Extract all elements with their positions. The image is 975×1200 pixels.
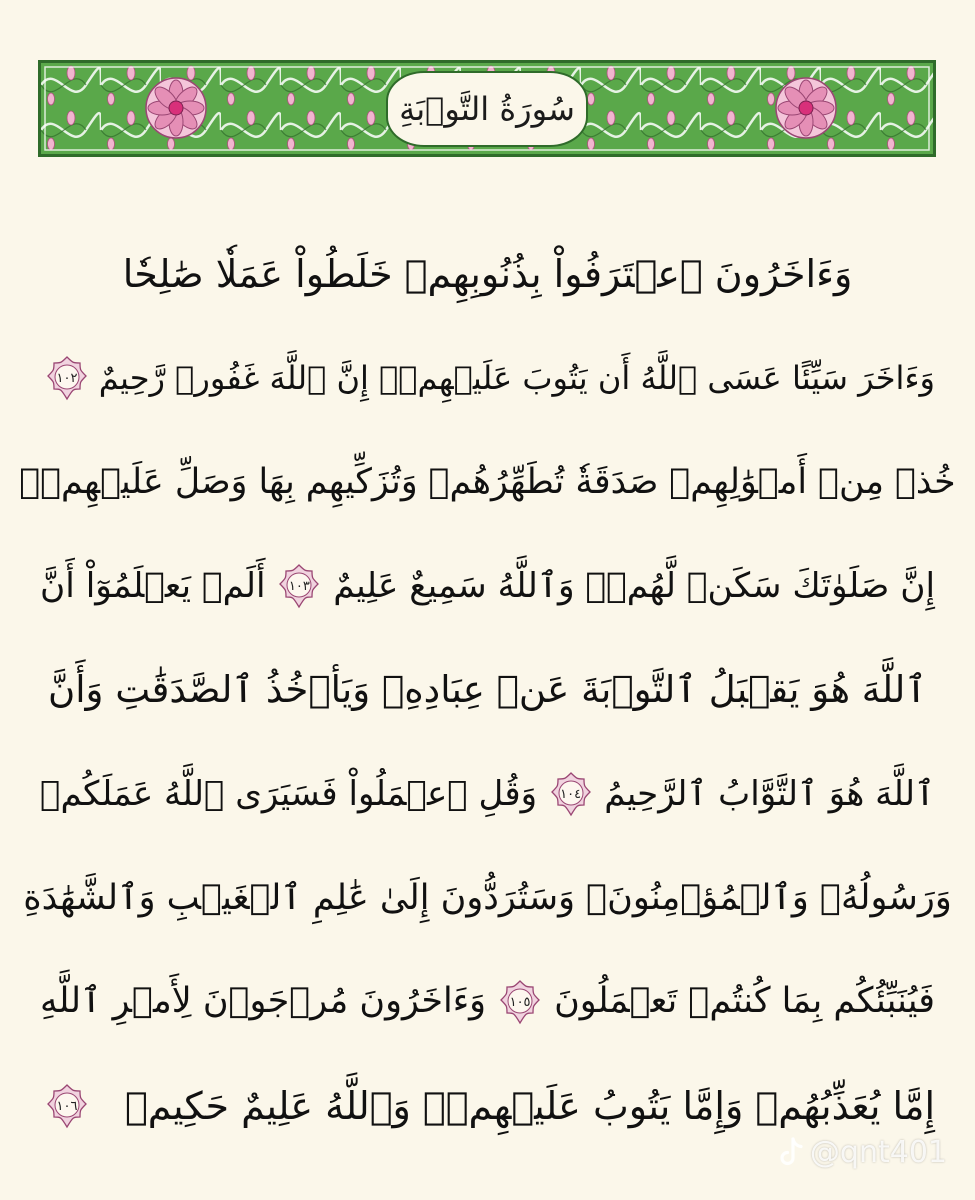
ayah-end-marker	[499, 979, 541, 1025]
verse-line-content	[40, 979, 935, 1025]
surah-header-band	[38, 60, 936, 157]
ayah-number: ١٠٦	[56, 1098, 78, 1114]
verse-line	[40, 222, 935, 326]
verse-line	[40, 742, 935, 846]
verse-line-content	[40, 252, 935, 296]
verse-line	[40, 326, 935, 430]
watermark	[776, 1135, 947, 1170]
verse-line	[23, 846, 952, 950]
verse-line	[40, 638, 935, 742]
verse-text: وَرَسُولُهُۥ وَٱلۡمُؤۡمِنُونَۖ وَسَتُرَدُّونَ إِلَىٰ عَٰلِمِ ٱلۡغَيۡبِ وَٱلشَّهَٰدَةِ	[23, 877, 952, 919]
verse-line-content	[23, 877, 952, 919]
verse-line-content	[40, 771, 935, 817]
ayah-end-marker	[278, 563, 320, 609]
verse-text: وَءَاخَرُونَ مُرۡجَوۡنَ لِأَمۡرِ ٱللَّهِ	[40, 981, 487, 1022]
verse-line-content	[40, 1083, 935, 1129]
rosette-left	[146, 78, 206, 138]
ayah-number: ١٠٣	[288, 578, 310, 594]
ayah-end-marker	[550, 771, 592, 817]
verse-line	[19, 430, 956, 534]
ayah-number: ١٠٥	[509, 994, 531, 1010]
verse-line	[40, 534, 935, 638]
verse-line-content	[19, 461, 956, 502]
ayah-end-marker	[46, 1083, 88, 1129]
verse-line-content	[40, 563, 935, 609]
verse-text: ٱللَّهَ هُوَ ٱلتَّوَّابُ ٱلرَّحِيمُ	[604, 773, 935, 814]
surah-title: سُورَةُ التَّوۡبَةِ	[399, 90, 575, 128]
verse-text: أَلَمۡ يَعۡلَمُوٓاْ أَنَّ	[40, 565, 266, 606]
ayah-end-marker	[46, 355, 88, 401]
verse-line-content	[40, 355, 935, 401]
ayah-number: ١٠٤	[560, 786, 582, 802]
verse-lines	[19, 222, 956, 1158]
verse-line	[40, 950, 935, 1054]
verse-text: ٱللَّهَ هُوَ يَقۡبَلُ ٱلتَّوۡبَةَ عَنۡ عِبَادِهِۦ وَيَأۡخُذُ ٱلصَّدَقَٰتِ وَأَنَّ	[47, 668, 928, 712]
verse-text: إِمَّا يُعَذِّبُهُمۡ وَإِمَّا يَتُوبُ عَلَيۡهِمۡۗ وَٱللَّهُ عَلِيمٌ حَكِيمٞ	[124, 1084, 935, 1128]
ayah-number: ١٠٢	[56, 370, 78, 386]
surah-title-cartouche	[386, 71, 588, 147]
verse-text: إِنَّ صَلَوٰتَكَ سَكَنٞ لَّهُمۡۗ وَٱللَّهُ سَمِيعٌ عَلِيمٌ	[333, 565, 935, 606]
watermark-handle: @qnt401	[809, 1135, 947, 1170]
verse-text: فَيُنَبِّئُكُم بِمَا كُنتُمۡ تَعۡمَلُونَ	[554, 981, 935, 1022]
verse-text: وَءَاخَرُونَ ٱعۡتَرَفُواْ بِذُنُوبِهِمۡ خَلَطُواْ عَمَلٗا صَٰلِحٗا	[122, 252, 853, 296]
verse-line-content	[40, 668, 935, 712]
tiktok-icon	[776, 1137, 804, 1169]
verse-text: وَءَاخَرَ سَيِّئًا عَسَى ٱللَّهُ أَن يَتُوبَ عَلَيۡهِمۡۚ إِنَّ ٱللَّهَ غَفُورٞ رَّحِيمٌ	[98, 358, 935, 397]
verse-text: وَقُلِ ٱعۡمَلُواْ فَسَيَرَى ٱللَّهُ عَمَلَكُمۡ	[40, 773, 538, 814]
verse-text: خُذۡ مِنۡ أَمۡوَٰلِهِمۡ صَدَقَةٗ تُطَهِّرُهُمۡ وَتُزَكِّيهِم بِهَا وَصَلِّ عَلَيۡهِمۡۖ	[19, 461, 956, 502]
rosette-right	[776, 78, 836, 138]
